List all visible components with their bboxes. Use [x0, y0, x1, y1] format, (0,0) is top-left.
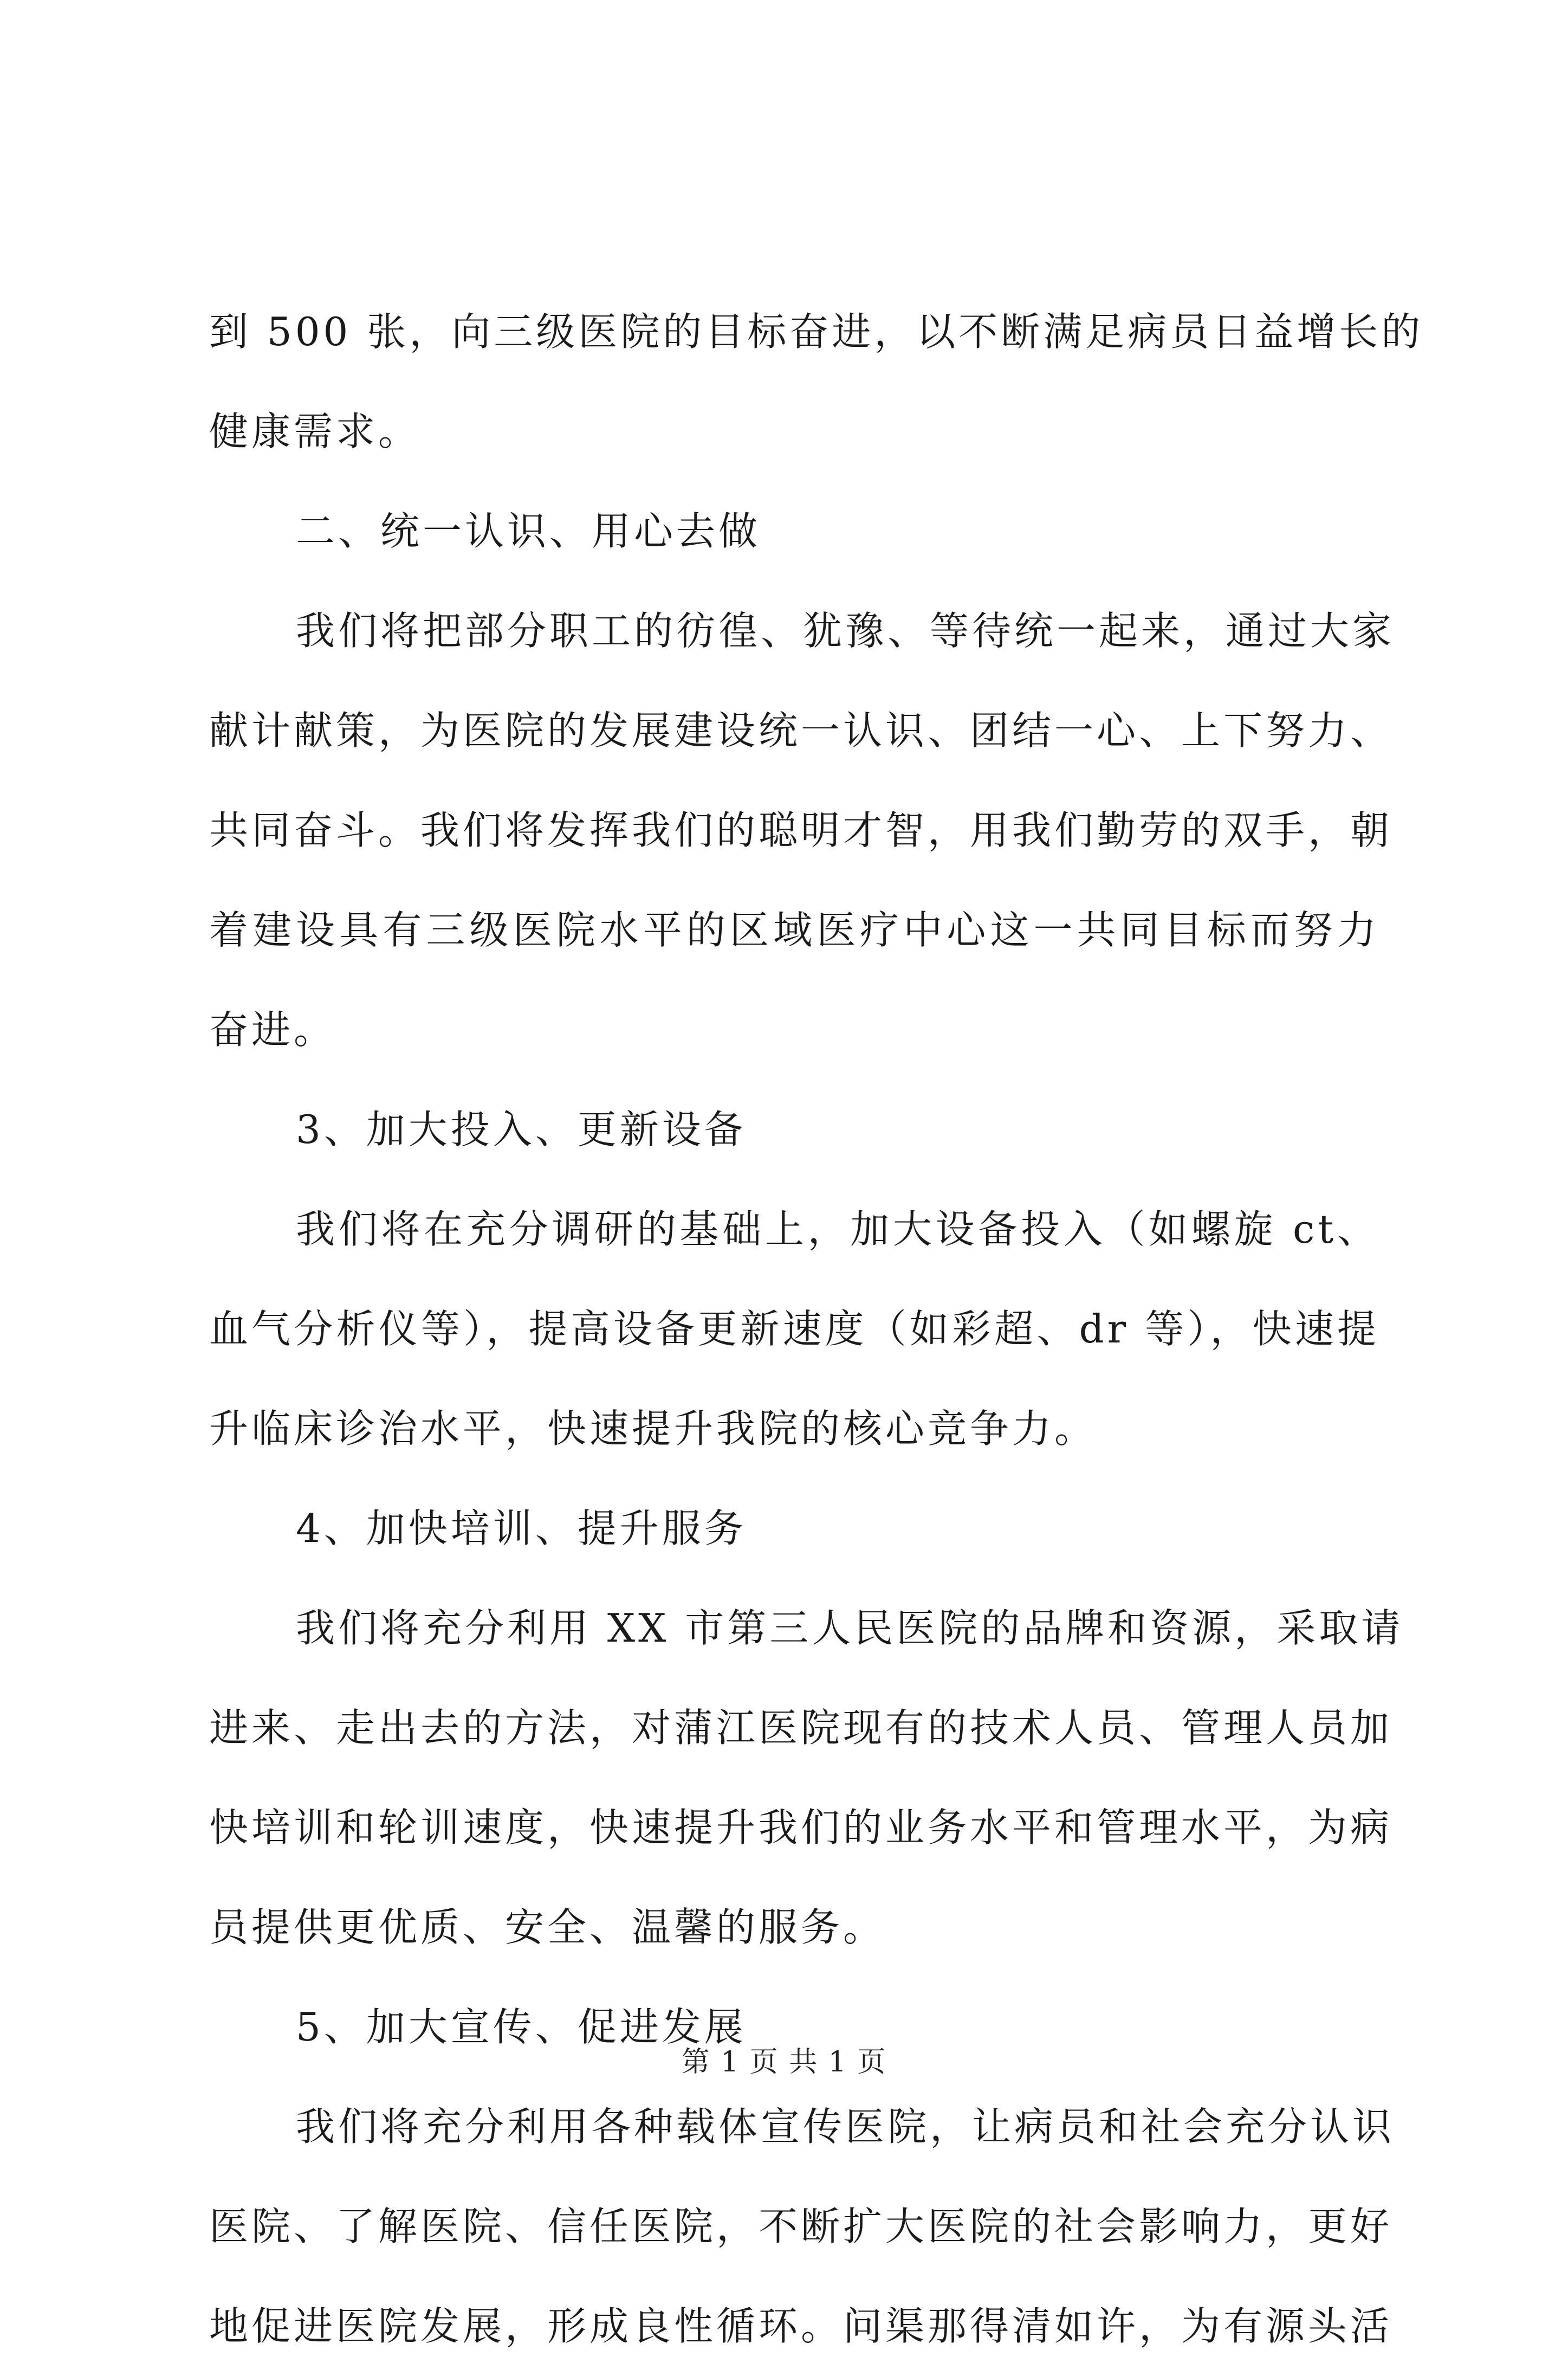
text-line: 我们将充分利用 XX 市第三人民医院的品牌和资源，采取请 — [296, 1605, 1404, 1651]
text-line: 健康需求。 — [209, 409, 421, 454]
text-line: 快培训和轮训速度，快速提升我们的业务水平和管理水平，为病 — [209, 1805, 1393, 1850]
text-line: 升临床诊治水平，快速提升我院的核心竞争力。 — [209, 1406, 1097, 1451]
section-heading: 3、加大投入、更新设备 — [296, 1107, 747, 1152]
section-heading: 4、加快培训、提升服务 — [296, 1506, 747, 1551]
text-line: 着建设具有三级医院水平的区域医疗中心这一共同目标而努力 — [209, 907, 1379, 953]
text-line: 到 500 张，向三级医院的目标奋进，以不断满足病员日益增长的 — [209, 309, 1424, 354]
text-line: 进来、走出去的方法，对蒲江医院现有的技术人员、管理人员加 — [209, 1705, 1393, 1751]
section-heading: 二、统一认识、用心去做 — [296, 508, 761, 554]
section-heading: 5、加大宣传、促进发展 — [296, 2004, 747, 2050]
text-line: 血气分析仪等），提高设备更新速度（如彩超、dr 等），快速提 — [209, 1306, 1379, 1352]
page-number-footer: 第 1 页 共 1 页 — [681, 2046, 887, 2078]
text-line: 我们将充分利用各种载体宣传医院，让病员和社会充分认识 — [296, 2104, 1395, 2149]
text-line: 我们将把部分职工的彷徨、犹豫、等待统一起来，通过大家 — [296, 608, 1395, 654]
text-line: 医院、了解医院、信任医院，不断扩大医院的社会影响力，更好 — [209, 2204, 1393, 2249]
text-line: 奋进。 — [209, 1007, 336, 1053]
text-line: 共同奋斗。我们将发挥我们的聪明才智，用我们勤劳的双手，朝 — [209, 808, 1393, 853]
text-line: 我们将在充分调研的基础上，加大设备投入（如螺旋 ct、 — [296, 1206, 1379, 1252]
text-line: 献计献策，为医院的发展建设统一认识、团结一心、上下努力、 — [209, 708, 1393, 753]
text-line: 员提供更优质、安全、温馨的服务。 — [209, 1904, 886, 1950]
text-line: 地促进医院发展，形成良性循环。问渠那得清如许，为有源头活 — [209, 2303, 1393, 2349]
